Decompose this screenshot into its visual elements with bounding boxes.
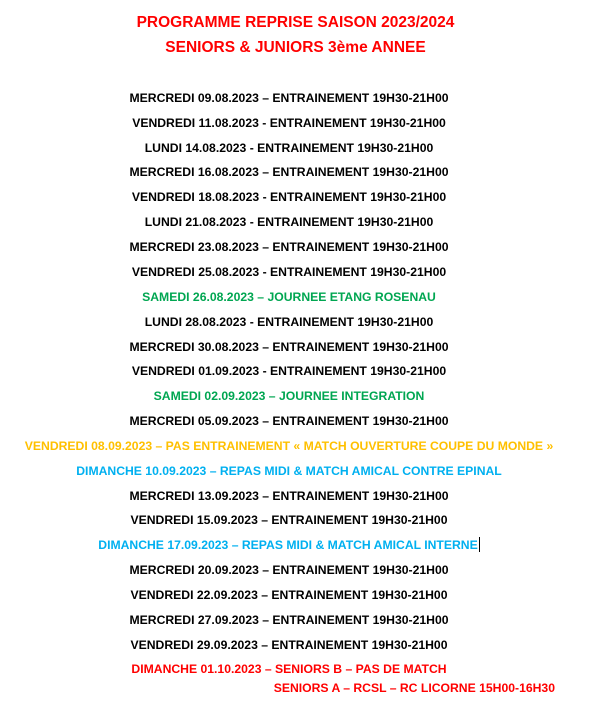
- schedule-line-13: SAMEDI 02.09.2023 – JOURNEE INTEGRATION: [153, 389, 425, 403]
- schedule-line-21: VENDREDI 22.09.2023 – ENTRAINEMENT 19H30-21H00: [130, 588, 448, 602]
- schedule-line-7: MERCREDI 23.08.2023 – ENTRAINEMENT 19H30-21H00: [129, 240, 449, 254]
- schedule-line-18: VENDREDI 15.09.2023 – ENTRAINEMENT 19H30-21H00: [130, 513, 448, 527]
- schedule-line-4: MERCREDI 16.08.2023 – ENTRAINEMENT 19H30-21H00: [129, 165, 449, 179]
- schedule-line-8: VENDREDI 25.08.2023 - ENTRAINEMENT 19H30-21H00: [131, 265, 447, 279]
- schedule-line-1: MERCREDI 09.08.2023 – ENTRAINEMENT 19H30-21H00: [129, 91, 449, 105]
- schedule-line-15: VENDREDI 08.09.2023 – PAS ENTRAINEMENT « MATCH OUVERTURE COUPE DU MONDE »: [24, 439, 554, 453]
- schedule-line-10: LUNDI 28.08.2023 - ENTRAINEMENT 19H30-21H00: [144, 315, 434, 329]
- schedule-line-22: MERCREDI 27.09.2023 – ENTRAINEMENT 19H30-21H00: [129, 613, 449, 627]
- schedule-line-11: MERCREDI 30.08.2023 – ENTRAINEMENT 19H30-21H00: [129, 340, 449, 354]
- schedule-line-9: SAMEDI 26.08.2023 – JOURNEE ETANG ROSENAU: [142, 290, 436, 304]
- schedule-line-23: VENDREDI 29.09.2023 – ENTRAINEMENT 19H30-21H00: [130, 638, 448, 652]
- schedule-line-19: [0, 537, 578, 553]
- schedule-line-6: LUNDI 21.08.2023 - ENTRAINEMENT 19H30-21H00: [144, 215, 434, 229]
- schedule-line-17: MERCREDI 13.09.2023 – ENTRAINEMENT 19H30-21H00: [129, 489, 449, 503]
- schedule-line-19-text: DIMANCHE 17.09.2023 – REPAS MIDI & MATCH AMICAL INTERNE: [98, 538, 478, 552]
- schedule-line-12: VENDREDI 01.09.2023 - ENTRAINEMENT 19H30-21H00: [131, 364, 447, 378]
- schedule-line-16: DIMANCHE 10.09.2023 – REPAS MIDI & MATCH AMICAL CONTRE EPINAL: [76, 464, 502, 478]
- schedule-line-25: SENIORS A – RCSL – RC LICORNE 15H00-16H30: [273, 681, 555, 695]
- document-subtitle: SENIORS & JUNIORS 3ème ANNEE: [165, 39, 426, 56]
- schedule-line-3: LUNDI 14.08.2023 - ENTRAINEMENT 19H30-21H00: [144, 141, 434, 155]
- schedule-line-24: DIMANCHE 01.10.2023 – SENIORS B – PAS DE MATCH: [131, 662, 447, 676]
- document-title: PROGRAMME REPRISE SAISON 2023/2024: [136, 14, 455, 31]
- schedule-line-20: MERCREDI 20.09.2023 – ENTRAINEMENT 19H30-21H00: [129, 563, 449, 577]
- text-cursor: [479, 537, 480, 552]
- schedule-line-2: VENDREDI 11.08.2023 - ENTRAINEMENT 19H30-21H00: [132, 116, 446, 130]
- schedule-line-14: MERCREDI 05.09.2023 – ENTRAINEMENT 19H30-21H00: [129, 414, 449, 428]
- schedule-line-5: VENDREDI 18.08.2023 - ENTRAINEMENT 19H30-21H00: [131, 190, 447, 204]
